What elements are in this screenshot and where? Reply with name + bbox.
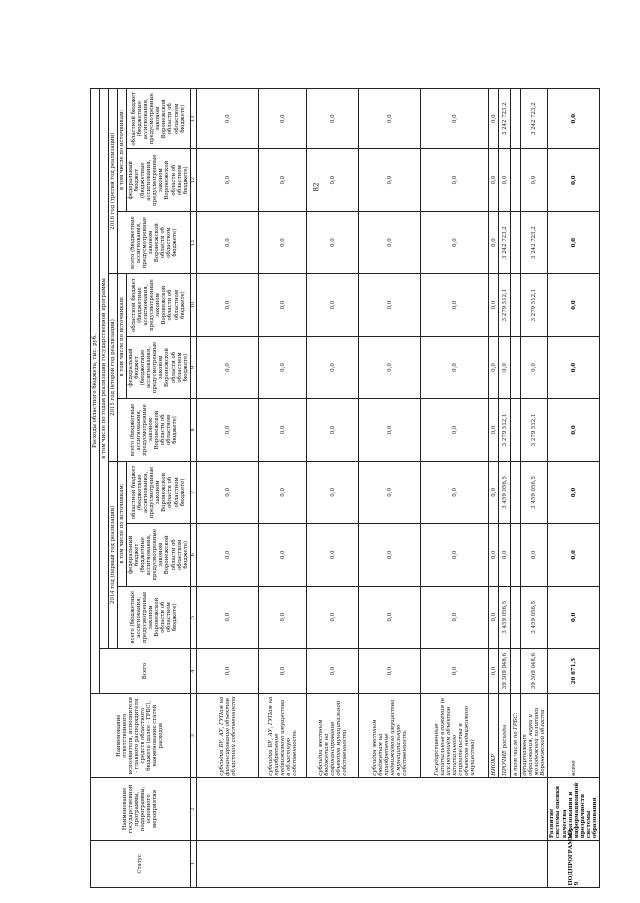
header-2015-regional: областной бюджет (бюджетные ассигнования, предусмотренные законом Воронежской области об областном бюджете) (127, 274, 190, 336)
amount-cell: 0,0 (489, 211, 499, 273)
col-index: 13 (190, 89, 197, 149)
amount-cell: 0,0 (521, 336, 548, 398)
table-row (521, 89, 548, 888)
amount-cell: 0,0 (307, 89, 359, 149)
header-status: Статус (91, 840, 191, 887)
col-index: 10 (190, 274, 197, 336)
table-row (511, 89, 521, 888)
rotated-page (90, 0, 598, 888)
amount-cell: 0,0 (499, 149, 511, 211)
amount-cell: 0,0 (521, 524, 548, 586)
amount-cell: 0,0 (259, 524, 307, 586)
amount-cell: 0,0 (421, 89, 489, 149)
col-index: 8 (190, 399, 197, 461)
amount-cell: 3 459 056,5 (499, 461, 511, 523)
header-2014-total: всего (бюджетные ассигнования, предусмотренные законом Воронежской области об областном бюджете) (118, 586, 191, 648)
page-number: 82 (312, 182, 321, 192)
expense-item-label: департамент образования, науки и молодежной политики Воронежской области (521, 694, 548, 778)
expense-item-label: субсидии БУ, АУ, ГУПам на финансирование объектов областной собственности (197, 694, 259, 778)
header-executor-name: Наименование ответственного исполнителя, исполнителя - главного распорядителя средств областного бюджета (далее - ГРБС), наименование статей расходов (91, 694, 191, 778)
amount-cell: 0,0 (359, 89, 421, 149)
amount-cell: 0,0 (421, 461, 489, 523)
header-expenses-title: Расходы областного бюджета, тыс. руб. (91, 89, 100, 694)
amount-cell (511, 524, 521, 586)
header-2016-regional: областной бюджет (бюджетные ассигнования, предусмотренные законом Воронежской области об областном бюджете) (127, 89, 190, 149)
amount-cell: 0,0 (259, 399, 307, 461)
amount-cell (511, 274, 521, 336)
amount-cell: 0,0 (359, 586, 421, 648)
amount-cell: 0,0 (307, 586, 359, 648)
amount-cell: 0,0 (259, 274, 307, 336)
amount-cell: 0,0 (307, 149, 359, 211)
amount-cell: 39 309 048,6 (521, 648, 548, 693)
col-index: 9 (190, 336, 197, 398)
header-2014-sources: в том числе по источникам: (118, 461, 127, 586)
amount-cell: 0,0 (307, 274, 359, 336)
amount-cell: 0,0 (489, 586, 499, 648)
table-row (197, 89, 259, 888)
header-year-2015: 2015 год (второй год реализации) (109, 274, 118, 461)
subprogram-total: 20 871,5 (548, 648, 599, 693)
amount-cell: 0,0 (259, 336, 307, 398)
amount-cell: 0,0 (499, 336, 511, 398)
amount-cell: 0,0 (489, 399, 499, 461)
header-2015-sources: в том числе по источникам: (118, 274, 127, 399)
header-year-2014: 2014 год (первый год реализации) (109, 461, 118, 648)
header-2015-federal: федеральный бюджет (бюджетные ассигнования, предусмотренные законом Воронежской области об областном бюджете) (127, 336, 190, 398)
amount-cell: 0,0 (197, 274, 259, 336)
subprogram-total-label: всего (548, 694, 599, 778)
amount-cell (511, 336, 521, 398)
header-2014-federal: федеральный бюджет (бюджетные ассигнования, предусмотренные законом Воронежской области об областном бюджете) (127, 524, 190, 586)
amount-cell: 0,0 (421, 274, 489, 336)
amount-cell: 3 242 723,2 (521, 89, 548, 149)
col-index: 12 (190, 149, 197, 211)
table-row (489, 89, 499, 888)
table-body (197, 89, 600, 888)
expense-item-label: Государственные капитальные вложения (в исключением объектов капитального строительства в объектов недвижимого имущества) (421, 694, 489, 778)
amount-cell (511, 149, 521, 211)
amount-cell: 0,0 (421, 524, 489, 586)
col-index: 11 (190, 211, 197, 273)
amount-cell (511, 586, 521, 648)
amount-cell: 0,0 (259, 461, 307, 523)
amount-cell: 0,0 (489, 149, 499, 211)
header-year-2016: 2016 год (третий год реализации) (109, 89, 118, 274)
col-index: 7 (190, 461, 197, 523)
subprogram-status: ПОДПРОГРАММА 9 (548, 840, 599, 887)
amount-cell: 0,0 (307, 648, 359, 693)
budget-table (90, 88, 600, 888)
amount-cell: 0,0 (421, 211, 489, 273)
amount-cell: 0,0 (548, 336, 599, 398)
amount-cell: 3 459 056,5 (521, 586, 548, 648)
table-row (307, 89, 359, 888)
subprogram-row (548, 89, 599, 888)
amount-cell: 3 459 056,5 (499, 586, 511, 648)
amount-cell: 0,0 (499, 524, 511, 586)
amount-cell: 0,0 (307, 399, 359, 461)
amount-cell: 0,0 (548, 89, 599, 149)
amount-cell: 0,0 (259, 211, 307, 273)
amount-cell: 0,0 (421, 648, 489, 693)
amount-cell: 0,0 (259, 586, 307, 648)
amount-cell: 39 309 048,6 (499, 648, 511, 693)
amount-cell: 0,0 (359, 336, 421, 398)
program-cell (197, 778, 548, 840)
amount-cell (511, 461, 521, 523)
amount-cell: 0,0 (421, 149, 489, 211)
amount-cell: 3 242 723,2 (521, 211, 548, 273)
table-row (499, 89, 511, 888)
amount-cell: 0,0 (421, 336, 489, 398)
amount-cell: 0,0 (521, 149, 548, 211)
amount-cell: 0,0 (359, 461, 421, 523)
amount-cell: 0,0 (307, 211, 359, 273)
col-index: 6 (190, 524, 197, 586)
expense-item-label: ПРОЧИЕ расходы (499, 694, 511, 778)
amount-cell: 0,0 (489, 461, 499, 523)
amount-cell: 0,0 (548, 211, 599, 273)
amount-cell: 0,0 (197, 89, 259, 149)
amount-cell (511, 211, 521, 273)
amount-cell: 0,0 (197, 149, 259, 211)
amount-cell: 3 242 723,2 (499, 211, 511, 273)
amount-cell: 0,0 (421, 399, 489, 461)
amount-cell (511, 89, 521, 149)
amount-cell: 0,0 (489, 648, 499, 693)
header-by-year: в том числе по годам реализации государственной программы (100, 89, 109, 649)
header-2016-total: всего (бюджетные ассигнования, предусмотренные законом Воронежской области об областном бюджете) (118, 211, 191, 273)
amount-cell: 3 279 512,1 (499, 399, 511, 461)
header-program-name: Наименование государственной программы, подпрограммы, основного мероприятия (91, 778, 191, 840)
table-row (421, 89, 489, 888)
amount-cell: 0,0 (197, 586, 259, 648)
col-index: 1 (190, 840, 197, 887)
amount-cell: 0,0 (307, 461, 359, 523)
amount-cell: 0,0 (197, 648, 259, 693)
header-2016-sources: в том числе по источникам: (118, 89, 127, 212)
expense-item-label: НИОКР (489, 694, 499, 778)
amount-cell: 0,0 (307, 524, 359, 586)
amount-cell: 0,0 (359, 149, 421, 211)
amount-cell: 0,0 (548, 399, 599, 461)
header-total: Всего (100, 648, 191, 693)
col-index: 3 (190, 694, 197, 778)
amount-cell: 3 279 512,1 (521, 274, 548, 336)
amount-cell: 0,0 (489, 524, 499, 586)
amount-cell: 0,0 (489, 89, 499, 149)
expense-item-label: субсидии БУ, АУ, ГУПам на приобретение недвижимого имущества в областную собственность (259, 694, 307, 778)
amount-cell: 0,0 (548, 524, 599, 586)
amount-cell: 0,0 (548, 149, 599, 211)
amount-cell: 0,0 (489, 274, 499, 336)
amount-cell: 0,0 (359, 648, 421, 693)
amount-cell: 0,0 (307, 336, 359, 398)
amount-cell: 3 279 512,1 (499, 274, 511, 336)
amount-cell: 0,0 (548, 274, 599, 336)
amount-cell (511, 399, 521, 461)
amount-cell: 3 459 056,5 (521, 461, 548, 523)
amount-cell: 0,0 (197, 524, 259, 586)
amount-cell: 0,0 (359, 524, 421, 586)
amount-cell: 0,0 (259, 89, 307, 149)
header-2014-regional: областной бюджет (бюджетные ассигнования, предусмотренные законом Воронежской области об областном бюджете) (127, 461, 190, 523)
subprogram-name: Развитие системы оценки качества образования и информационной прозрачности системы образования (548, 778, 599, 840)
col-index: 4 (190, 648, 197, 693)
amount-cell: 0,0 (489, 336, 499, 398)
amount-cell: 0,0 (359, 274, 421, 336)
amount-cell (511, 648, 521, 693)
amount-cell: 3 279 512,1 (521, 399, 548, 461)
amount-cell: 0,0 (197, 211, 259, 273)
amount-cell: 0,0 (359, 211, 421, 273)
expense-item-label: субсидии местным бюджетам на софинансирование объектов муниципальной собственности (307, 694, 359, 778)
table-row (259, 89, 307, 888)
status-cell (197, 840, 548, 887)
amount-cell: 0,0 (259, 648, 307, 693)
amount-cell: 0,0 (359, 399, 421, 461)
header-2016-federal: федеральный бюджет (бюджетные ассигнования, предусмотренные законом Воронежской области об областном бюджете) (127, 149, 190, 211)
expense-item-label: субсидии местным бюджетам на приобретение недвижимого имущества в муниципальную собственность (359, 694, 421, 778)
header-2015-total: всего (бюджетные ассигнования, предусмотренные законом Воронежской области об областном бюджете) (118, 399, 191, 461)
col-index: 2 (190, 778, 197, 840)
amount-cell: 0,0 (197, 399, 259, 461)
amount-cell: 0,0 (197, 336, 259, 398)
table-row (359, 89, 421, 888)
amount-cell: 0,0 (421, 586, 489, 648)
amount-cell: 0,0 (548, 461, 599, 523)
amount-cell: 0,0 (259, 149, 307, 211)
amount-cell: 0,0 (197, 461, 259, 523)
col-index: 5 (190, 586, 197, 648)
amount-cell: 3 242 723,2 (499, 89, 511, 149)
expense-item-label: в том числе по ГРБС: (511, 694, 521, 778)
amount-cell: 0,0 (548, 586, 599, 648)
